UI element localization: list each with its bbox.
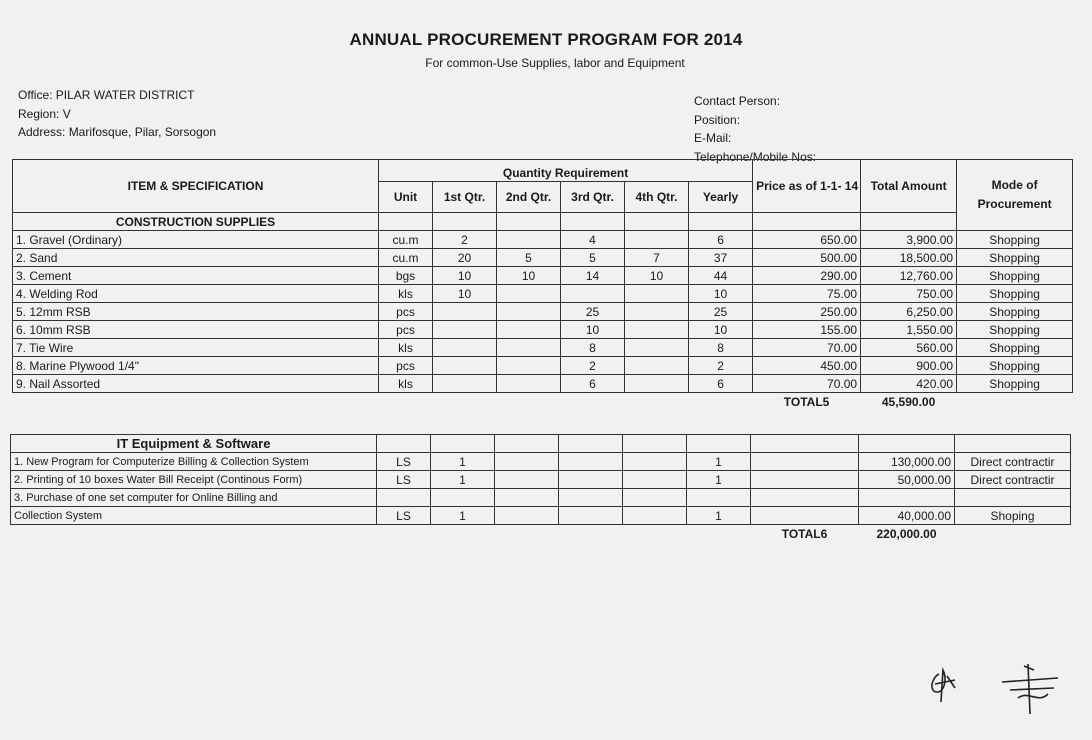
item-cell: Collection System (11, 507, 377, 525)
office-name: Office: PILAR WATER DISTRICT (18, 88, 195, 102)
office-address: Address: Marifosque, Pilar, Sorsogon (18, 125, 217, 139)
header-price: Price as of 1-1- 14 (753, 160, 861, 213)
header-q1: 1st Qtr. (433, 182, 497, 213)
total-cell: 900.00 (861, 357, 957, 375)
q2-cell (497, 375, 561, 393)
mode-cell: Shopping (957, 303, 1073, 321)
price-cell: 250.00 (753, 303, 861, 321)
item-cell: 2. Printing of 10 boxes Water Bill Receipt (Continous Form) (11, 471, 377, 489)
table-row (13, 285, 1073, 303)
table-row (13, 375, 1073, 393)
q3-cell: 10 (561, 321, 625, 339)
q2-cell (495, 453, 559, 471)
total-cell: 130,000.00 (859, 453, 955, 471)
total-cell: 12,760.00 (861, 267, 957, 285)
q3-cell (559, 453, 623, 471)
yearly-cell: 1 (687, 507, 751, 525)
mode-cell: Shoping (955, 507, 1071, 525)
item-cell: 8. Marine Plywood 1/4" (13, 357, 379, 375)
price-cell (751, 471, 859, 489)
table-row (13, 249, 1073, 267)
contact-phone: Telephone/Mobile Nos: (694, 149, 817, 164)
header-quantity: Quantity Requirement (379, 160, 753, 182)
price-cell: 155.00 (753, 321, 861, 339)
price-cell: 70.00 (753, 339, 861, 357)
item-cell: 9. Nail Assorted (13, 375, 379, 393)
mode-cell: Shopping (957, 321, 1073, 339)
unit-cell: bgs (379, 267, 433, 285)
table-row (11, 507, 1071, 525)
q1-cell (433, 321, 497, 339)
total-cell: 1,550.00 (861, 321, 957, 339)
header-unit: Unit (379, 182, 433, 213)
item-cell: 3. Cement (13, 267, 379, 285)
page-subtitle: For common-Use Supplies, labor and Equipment (425, 56, 685, 70)
unit-cell: cu.m (379, 231, 433, 249)
mode-cell: Shopping (957, 267, 1073, 285)
yearly-cell: 1 (687, 471, 751, 489)
q3-cell: 4 (561, 231, 625, 249)
total5-label: TOTAL5 (783, 394, 830, 409)
yearly-cell: 6 (689, 231, 753, 249)
yearly-cell: 44 (689, 267, 753, 285)
price-cell: 290.00 (753, 267, 861, 285)
price-cell: 500.00 (753, 249, 861, 267)
header-q3: 3rd Qtr. (561, 182, 625, 213)
q2-cell (497, 231, 561, 249)
unit-cell: LS (377, 507, 431, 525)
unit-cell: cu.m (379, 249, 433, 267)
q3-cell (559, 507, 623, 525)
q4-cell (623, 453, 687, 471)
mode-cell: Shopping (957, 339, 1073, 357)
item-cell: 6. 10mm RSB (13, 321, 379, 339)
price-cell: 75.00 (753, 285, 861, 303)
construction-table (12, 159, 1073, 410)
q2-cell (497, 357, 561, 375)
unit-cell: pcs (379, 303, 433, 321)
q4-cell (625, 285, 689, 303)
q4-cell (625, 303, 689, 321)
unit-cell (377, 489, 431, 507)
total5-value: 45,590.00 (881, 394, 936, 409)
office-region: Region: V (18, 106, 71, 121)
office-info (18, 86, 216, 142)
total-cell (859, 489, 955, 507)
unit-cell: LS (377, 471, 431, 489)
q3-cell: 2 (561, 357, 625, 375)
item-cell: 7. Tie Wire (13, 339, 379, 357)
yearly-cell: 10 (689, 285, 753, 303)
q1-cell: 2 (433, 231, 497, 249)
contact-info (694, 92, 816, 166)
q1-cell (433, 339, 497, 357)
q1-cell (431, 489, 495, 507)
q3-cell (559, 489, 623, 507)
yearly-cell: 10 (689, 321, 753, 339)
signature-2 (998, 660, 1064, 716)
q3-cell (561, 285, 625, 303)
yearly-cell: 37 (689, 249, 753, 267)
q1-cell (433, 303, 497, 321)
q1-cell: 10 (433, 267, 497, 285)
q3-cell: 6 (561, 375, 625, 393)
q4-cell (623, 471, 687, 489)
yearly-cell (687, 489, 751, 507)
header-yearly: Yearly (689, 182, 753, 213)
mode-cell: Shopping (957, 357, 1073, 375)
q1-cell: 1 (431, 471, 495, 489)
total-cell: 50,000.00 (859, 471, 955, 489)
item-cell: 1. New Program for Computerize Billing & Collection System (11, 453, 377, 471)
q4-cell: 10 (625, 267, 689, 285)
q3-cell: 5 (561, 249, 625, 267)
q3-cell: 25 (561, 303, 625, 321)
q1-cell: 10 (433, 285, 497, 303)
mode-cell: Shopping (957, 249, 1073, 267)
q2-cell (495, 471, 559, 489)
total-cell: 18,500.00 (861, 249, 957, 267)
table-row (13, 267, 1073, 285)
q1-cell (433, 375, 497, 393)
unit-cell: kls (379, 375, 433, 393)
price-cell (751, 489, 859, 507)
table-row (13, 357, 1073, 375)
price-cell: 450.00 (753, 357, 861, 375)
table-row (13, 321, 1073, 339)
section-construction: CONSTRUCTION SUPPLIES (13, 213, 379, 231)
item-cell: 5. 12mm RSB (13, 303, 379, 321)
header-q4: 4th Qtr. (625, 182, 689, 213)
unit-cell: LS (377, 453, 431, 471)
it-table (10, 434, 1071, 542)
header-mode-line1: Mode of (991, 178, 1038, 192)
q2-cell (497, 339, 561, 357)
unit-cell: pcs (379, 321, 433, 339)
mode-cell: Shopping (957, 375, 1073, 393)
price-cell (751, 453, 859, 471)
q4-cell (623, 489, 687, 507)
yearly-cell: 25 (689, 303, 753, 321)
yearly-cell: 1 (687, 453, 751, 471)
q1-cell (433, 357, 497, 375)
table-row (11, 489, 1071, 507)
q4-cell (625, 231, 689, 249)
contact-person: Contact Person: (694, 94, 781, 108)
item-cell: 1. Gravel (Ordinary) (13, 231, 379, 249)
unit-cell: kls (379, 339, 433, 357)
header-mode-line2: Procurement (977, 197, 1052, 211)
q4-cell (625, 321, 689, 339)
table-row (11, 453, 1071, 471)
q4-cell (625, 375, 689, 393)
total-cell: 40,000.00 (859, 507, 955, 525)
q2-cell (497, 285, 561, 303)
total6-label: TOTAL6 (781, 526, 828, 541)
q2-cell (495, 489, 559, 507)
q1-cell: 20 (433, 249, 497, 267)
total-cell: 560.00 (861, 339, 957, 357)
q3-cell: 14 (561, 267, 625, 285)
yearly-cell: 8 (689, 339, 753, 357)
price-cell (751, 507, 859, 525)
mode-cell: Shopping (957, 231, 1073, 249)
q3-cell (559, 471, 623, 489)
mode-cell: Direct contractir (955, 471, 1071, 489)
mode-cell (955, 489, 1071, 507)
section-it: IT Equipment & Software (11, 435, 377, 453)
q4-cell (625, 357, 689, 375)
header-mode (957, 160, 1073, 231)
q4-cell (623, 507, 687, 525)
header-item: ITEM & SPECIFICATION (13, 160, 379, 213)
price-cell: 650.00 (753, 231, 861, 249)
total-cell: 3,900.00 (861, 231, 957, 249)
unit-cell: kls (379, 285, 433, 303)
q1-cell: 1 (431, 507, 495, 525)
total-cell: 750.00 (861, 285, 957, 303)
q2-cell (495, 507, 559, 525)
page-title: ANNUAL PROCUREMENT PROGRAM FOR 2014 (349, 30, 743, 49)
contact-position: Position: (694, 112, 741, 127)
unit-cell: pcs (379, 357, 433, 375)
mode-cell: Shopping (957, 285, 1073, 303)
total6-value: 220,000.00 (876, 526, 937, 541)
mode-cell: Direct contractir (955, 453, 1071, 471)
q1-cell: 1 (431, 453, 495, 471)
contact-email: E-Mail: (694, 131, 732, 145)
yearly-cell: 2 (689, 357, 753, 375)
price-cell: 70.00 (753, 375, 861, 393)
total-cell: 6,250.00 (861, 303, 957, 321)
signature-1 (925, 662, 965, 708)
header-total: Total Amount (861, 160, 957, 213)
table-row (13, 231, 1073, 249)
q2-cell: 10 (497, 267, 561, 285)
q4-cell (625, 339, 689, 357)
q4-cell: 7 (625, 249, 689, 267)
header-q2: 2nd Qtr. (497, 182, 561, 213)
q2-cell (497, 303, 561, 321)
yearly-cell: 6 (689, 375, 753, 393)
q3-cell: 8 (561, 339, 625, 357)
item-cell: 4. Welding Rod (13, 285, 379, 303)
q2-cell: 5 (497, 249, 561, 267)
table-row (13, 303, 1073, 321)
table-row (13, 339, 1073, 357)
total-cell: 420.00 (861, 375, 957, 393)
q2-cell (497, 321, 561, 339)
table-row (11, 471, 1071, 489)
item-cell: 3. Purchase of one set computer for Online Billing and (11, 489, 377, 507)
item-cell: 2. Sand (13, 249, 379, 267)
